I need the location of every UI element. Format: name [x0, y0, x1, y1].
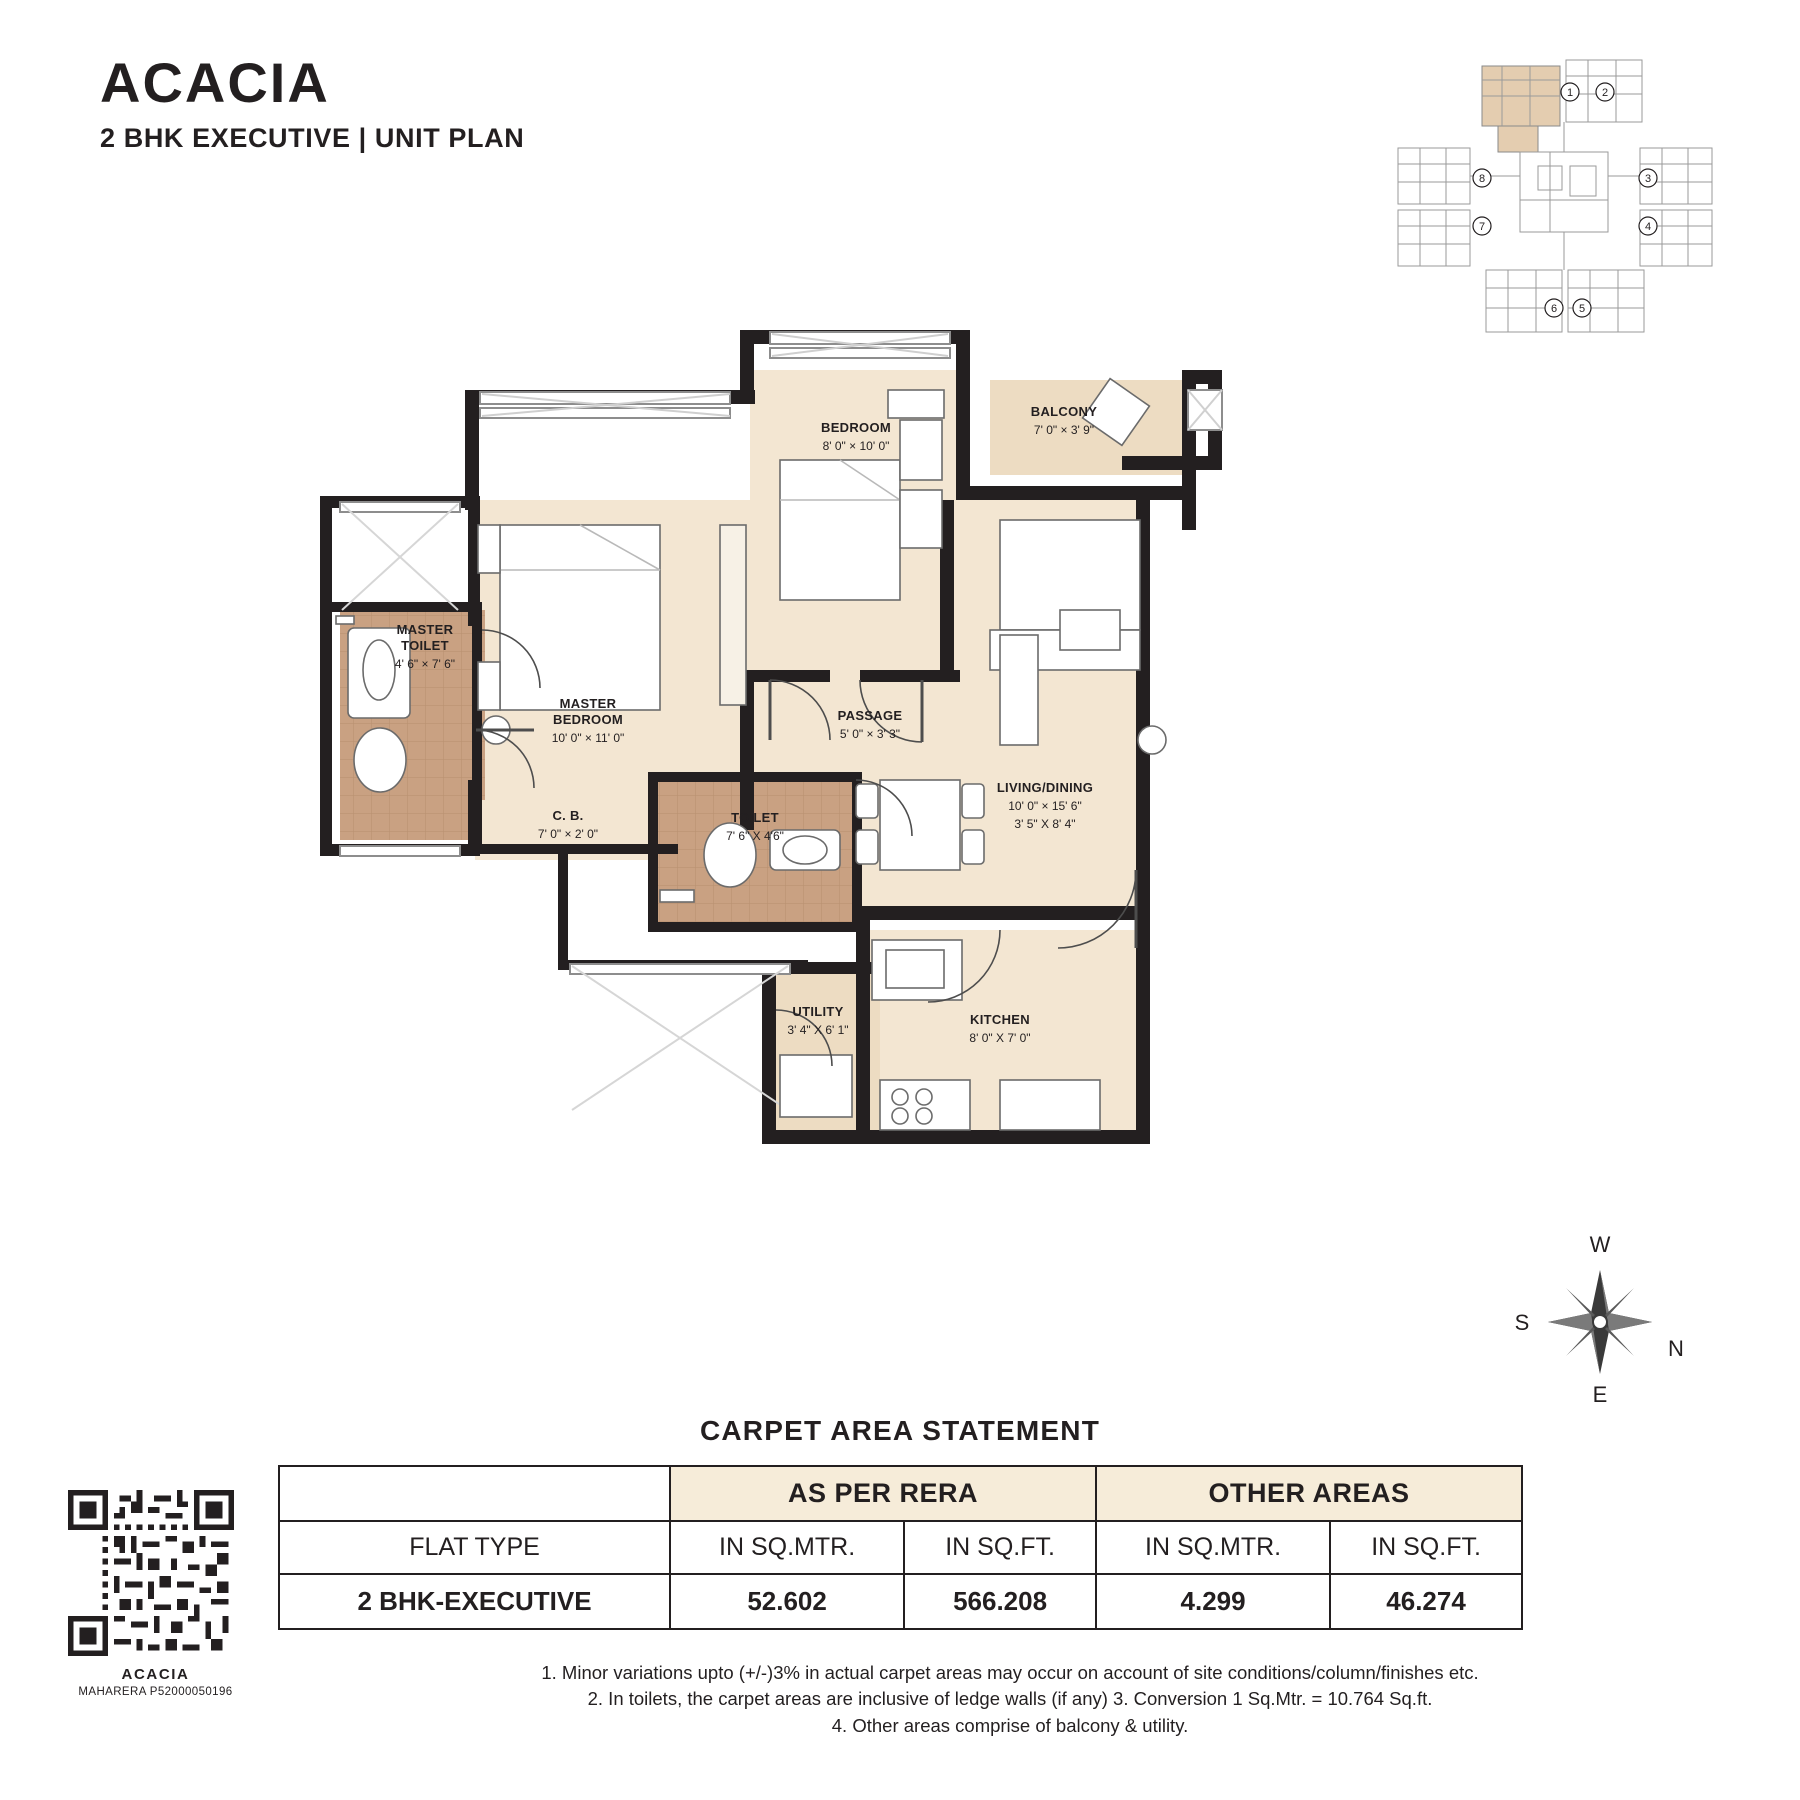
column-header-flat-type: FLAT TYPE — [279, 1521, 670, 1574]
room-dim-cb: 7' 0" × 2' 0" — [537, 827, 599, 841]
room-dim-kitchen: 8' 0" X 7' 0" — [969, 1031, 1031, 1045]
room-label-passage: PASSAGE — [837, 708, 903, 723]
qr-code-icon[interactable] — [68, 1490, 234, 1656]
key-plan-unit-7 — [1398, 210, 1470, 266]
key-plan-marker-2 — [1596, 83, 1614, 101]
key-plan-marker-8 — [1473, 169, 1491, 187]
table-row — [279, 1574, 1522, 1629]
column-header-other-sqft: IN SQ.FT. — [1330, 1521, 1522, 1574]
column-header-rera-sqft: IN SQ.FT. — [904, 1521, 1096, 1574]
room-label-master-bedroom-line1: MASTER — [559, 696, 617, 711]
svg-text:6: 6 — [1550, 303, 1558, 315]
svg-text:8: 8 — [1478, 173, 1486, 185]
floor-plan-drawing — [300, 310, 1300, 1170]
key-plan-marker-6 — [1545, 299, 1563, 317]
room-dim-toilet: 7' 6" X 4'6" — [726, 829, 784, 843]
svg-text:1: 1 — [1566, 87, 1574, 99]
group-header-rera: AS PER RERA — [670, 1466, 1096, 1521]
key-plan-unit-1 — [1482, 66, 1560, 152]
room-dim-living-dining-2: 3' 5" X 8' 4" — [1014, 817, 1076, 831]
column-header-rera-sqmtr: IN SQ.MTR. — [670, 1521, 904, 1574]
note-line-1: 1. Minor variations upto (+/-)3% in actual carpet areas may occur on account of site conditions/column/finishes etc. — [541, 1662, 1479, 1683]
room-label-kitchen: KITCHEN — [970, 1012, 1030, 1027]
key-plan-marker-4 — [1639, 217, 1657, 235]
room-dim-passage: 5' 0" × 3' 3" — [839, 727, 901, 741]
room-label-toilet: TOILET — [731, 810, 779, 825]
svg-text:3: 3 — [1644, 173, 1652, 185]
column-header-other-sqmtr: IN SQ.MTR. — [1096, 1521, 1330, 1574]
cell-flat-type: 2 BHK-EXECUTIVE — [279, 1574, 670, 1629]
unit-subtitle: 2 BHK EXECUTIVE | UNIT PLAN — [100, 123, 525, 153]
svg-text:5: 5 — [1578, 303, 1586, 315]
qr-block — [68, 1490, 243, 1698]
room-label-balcony: BALCONY — [1030, 404, 1098, 419]
key-plan-unit-8 — [1398, 148, 1470, 204]
cell-rera-sqmtr: 52.602 — [670, 1574, 904, 1629]
qr-project-name: ACACIA — [121, 1666, 190, 1683]
key-plan-marker-1 — [1561, 83, 1579, 101]
note-line-2: 2. In toilets, the carpet areas are inclusive of ledge walls (if any) 3. Conversion 1 Sq.Mtr. = 10.764 Sq.ft. — [587, 1688, 1433, 1710]
compass-label-top: W — [1589, 1232, 1611, 1257]
room-dim-bedroom: 8' 0" × 10' 0" — [822, 439, 890, 453]
key-plan-core — [1520, 152, 1608, 232]
compass-rose — [1500, 1230, 1700, 1410]
room-dim-master-toilet: 4' 6" × 7' 6" — [394, 657, 456, 671]
room-label-master-toilet-line1: MASTER — [396, 622, 454, 637]
svg-text:4: 4 — [1644, 221, 1652, 233]
compass-label-bottom: E — [1592, 1382, 1608, 1407]
qr-rera-number: MAHARERA P52000050196 — [78, 1686, 233, 1698]
room-label-living-dining: LIVING/DINING — [996, 780, 1094, 795]
room-dim-living-dining: 10' 0" × 15' 6" — [1008, 799, 1082, 813]
table-header-row-groups — [279, 1466, 1522, 1521]
carpet-area-table — [278, 1465, 1523, 1630]
room-dim-utility: 3' 4" X 6' 1" — [787, 1023, 849, 1037]
cell-rera-sqft: 566.208 — [904, 1574, 1096, 1629]
room-label-bedroom: BEDROOM — [821, 420, 891, 435]
key-plan-marker-3 — [1639, 169, 1657, 187]
room-label-master-bedroom-line2: BEDROOM — [553, 712, 623, 727]
group-header-other: OTHER AREAS — [1096, 1466, 1522, 1521]
room-label-cb: C. B. — [552, 808, 584, 823]
carpet-area-heading: CARPET AREA STATEMENT — [699, 1415, 1101, 1446]
room-label-master-toilet-line2: TOILET — [401, 638, 449, 653]
page-title: ACACIA — [100, 51, 330, 114]
compass-label-right: N — [1668, 1336, 1684, 1361]
cell-other-sqmtr: 4.299 — [1096, 1574, 1330, 1629]
footer-notes — [280, 1660, 1740, 1739]
compass-label-left: S — [1514, 1310, 1530, 1335]
svg-text:2: 2 — [1601, 87, 1609, 99]
key-plan-diagram — [1390, 30, 1720, 360]
room-dim-balcony: 7' 0" × 3' 9" — [1033, 423, 1095, 437]
svg-text:7: 7 — [1478, 221, 1486, 233]
cell-other-sqft: 46.274 — [1330, 1574, 1522, 1629]
room-label-utility: UTILITY — [792, 1004, 844, 1019]
table-header-row-columns — [279, 1521, 1522, 1574]
title-block — [100, 51, 525, 154]
room-dim-master-bedroom: 10' 0" × 11' 0" — [551, 731, 625, 745]
compass-star — [1548, 1270, 1652, 1374]
note-line-3: 4. Other areas comprise of balcony & utility. — [831, 1714, 1189, 1736]
key-plan-marker-7 — [1473, 217, 1491, 235]
key-plan-marker-5 — [1573, 299, 1591, 317]
